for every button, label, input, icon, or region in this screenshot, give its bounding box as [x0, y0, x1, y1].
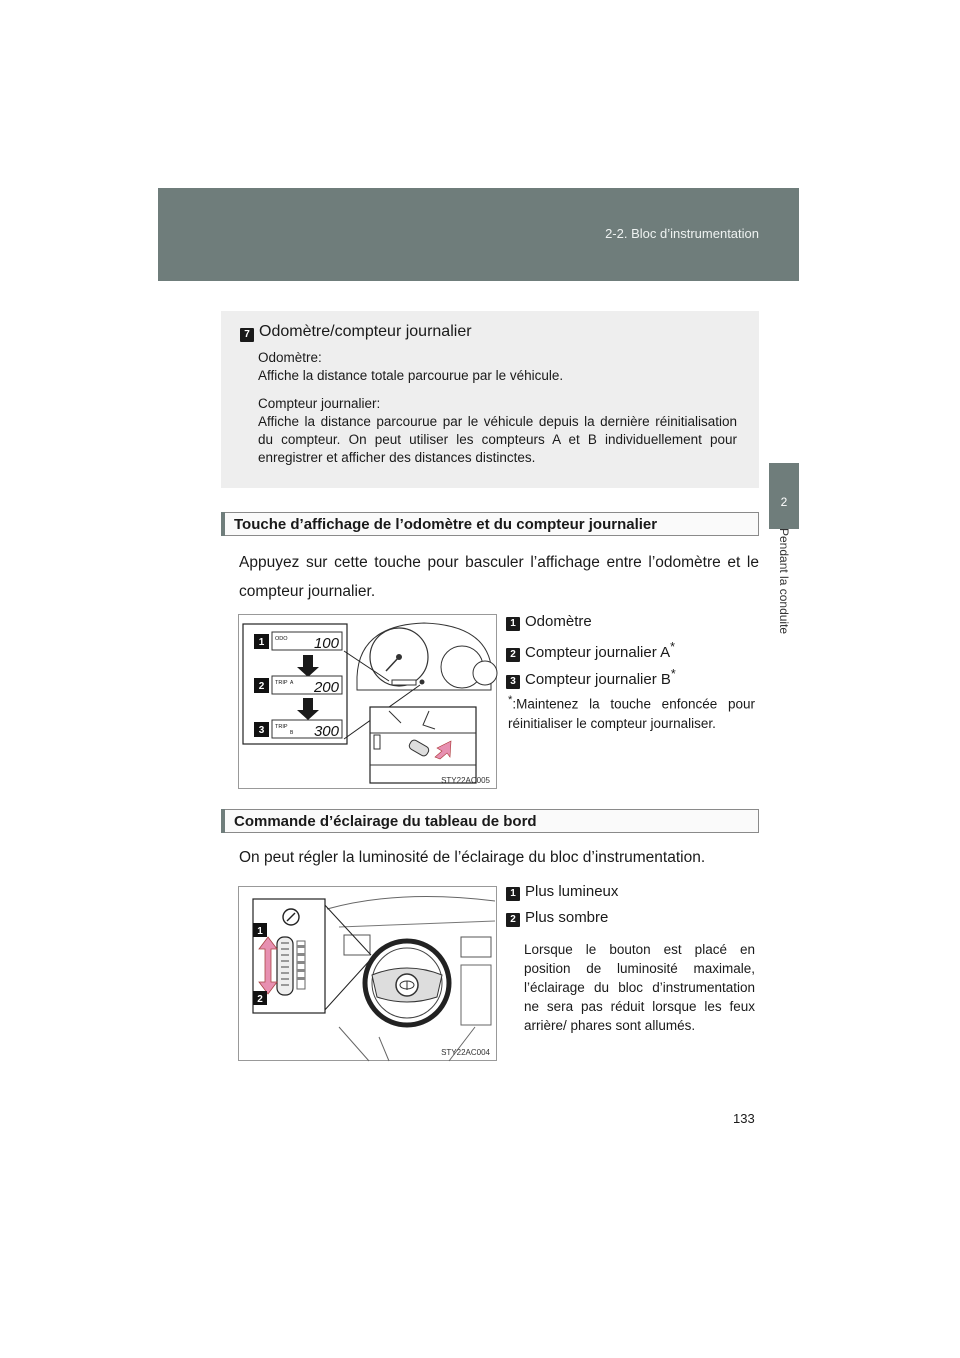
odometer-label: Odomètre: — [258, 350, 322, 365]
item-badge: 2 — [506, 913, 520, 927]
footnote — [508, 691, 755, 733]
item-badge: 1 — [506, 887, 520, 901]
chapter-number: 2 — [780, 495, 788, 509]
fig-label-1: 1 — [258, 637, 265, 648]
list-item-label: Plus sombre — [525, 909, 609, 926]
trip-label: Compteur journalier: — [258, 396, 381, 411]
display-value-trip-a: 200 — [313, 679, 339, 696]
info-box-title-text: Odomètre/compteur journalier — [259, 323, 472, 340]
figure-caption: STY22AC005 — [441, 776, 490, 785]
fig-label-2: 2 — [257, 994, 263, 1005]
section-heading-text: Commande d’éclairage du tableau de bord — [234, 813, 537, 830]
list-item-label: Odomètre — [525, 613, 592, 630]
item-badge: 1 — [506, 617, 520, 631]
list-item — [506, 640, 675, 662]
heading-accent — [221, 809, 225, 833]
list-item-label: Plus lumineux — [525, 883, 619, 900]
display-tag-trip-b: TRIP — [275, 724, 288, 730]
chapter-tab[interactable] — [769, 463, 799, 529]
display-tag-odo: ODO — [275, 636, 288, 642]
fig-label-3: 3 — [258, 725, 265, 736]
footnote-text: :Maintenez la touche enfoncée pour réinitialiser le compteur journaliser. — [508, 696, 755, 731]
figure-odometer-button — [238, 614, 497, 789]
trip-description: Affiche la distance parcourue par le véhicule depuis la dernière réinitialisation du compteur. On peut utiliser les compteurs A et B individuellement pour enregistrer et afficher des distances distinctes. — [258, 414, 737, 465]
chapter-label — [766, 528, 802, 708]
chapter-header — [158, 188, 799, 281]
display-suffix-trip-b: B — [290, 730, 294, 736]
section-title: 2-2. Bloc d’instrumentation — [605, 226, 759, 241]
list-item — [506, 667, 676, 689]
chapter-label-text: Pendant la conduite — [777, 528, 791, 635]
dimmer-note: Lorsque le bouton est placé en position de luminosité maximale, l’éclairage du bloc d’instrumentation ne sera pas réduit lorsque les feux arrière/ phares sont allumés. — [524, 942, 755, 1033]
item-badge: 2 — [506, 648, 520, 662]
figure-dimmer-control — [238, 886, 497, 1061]
odometer-description: Affiche la distance totale parcourue par le véhicule. — [258, 368, 564, 383]
section-body: Appuyez sur cette touche pour basculer l’affichage entre l’odomètre et le compteur journalier. — [239, 554, 759, 600]
list-item-label: Compteur journalier A — [525, 644, 671, 661]
section-heading-text: Touche d’affichage de l’odomètre et du compteur journalier — [234, 516, 658, 533]
fig-label-1: 1 — [257, 926, 263, 937]
item-badge: 3 — [506, 675, 520, 689]
info-box-odometer — [221, 311, 759, 488]
display-value-odo: 100 — [313, 635, 339, 652]
section-body: On peut régler la luminosité de l’éclairage du bloc d’instrumentation. — [239, 849, 706, 866]
display-suffix-trip-a: A — [290, 680, 294, 686]
heading-accent — [221, 512, 225, 536]
list-item — [506, 909, 608, 927]
info-box-title — [240, 323, 472, 342]
section-heading-odometer-button — [221, 512, 759, 536]
figure-odometer-drawing — [239, 615, 498, 790]
figure-caption: STY22AC004 — [441, 1048, 490, 1057]
footnote-mark: * — [508, 694, 513, 706]
footnote-mark: * — [670, 667, 676, 681]
figure-dimmer-drawing — [239, 887, 498, 1062]
section-heading-dashboard-light — [221, 809, 759, 833]
list-item — [506, 883, 618, 901]
item-badge: 7 — [240, 328, 254, 342]
page-number: 133 — [733, 1111, 755, 1126]
display-tag-trip-a: TRIP — [275, 680, 288, 686]
fig-label-2: 2 — [258, 681, 265, 692]
list-item-label: Compteur journalier B — [525, 671, 671, 688]
list-item — [506, 613, 592, 631]
display-value-trip-b: 300 — [313, 723, 339, 740]
footnote-mark: * — [670, 640, 675, 654]
